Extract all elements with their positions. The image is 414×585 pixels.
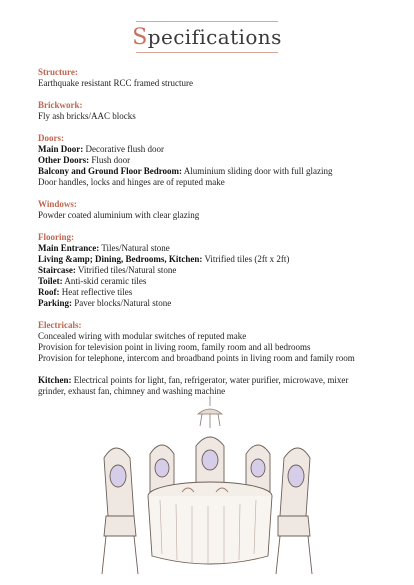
spec-line-main-entrance: [38, 243, 383, 254]
specifications-list: [38, 67, 383, 408]
spec-label: Main Door:: [38, 144, 84, 154]
section-heading: Kitchen:: [38, 375, 72, 385]
page-title: [0, 25, 414, 50]
spec-value: Flush door: [89, 155, 131, 165]
spec-line-parking: [38, 298, 383, 309]
spec-line-balcony: [38, 166, 383, 177]
section-doors: [38, 133, 383, 188]
spec-line: grinder, exhaust fan, chimney and washing machine: [38, 386, 226, 396]
spec-label: Toilet:: [38, 276, 63, 286]
spec-value: Decorative flush door: [83, 144, 164, 154]
dining-table-icon: [148, 482, 272, 564]
chandelier-icon: [198, 396, 222, 428]
dining-set-illustration: [90, 396, 324, 578]
chair-front-left-icon: [102, 448, 138, 574]
section-heading: Flooring:: [38, 232, 74, 242]
section-structure: [38, 67, 383, 89]
spec-value: Aluminium sliding door with full glazing: [182, 166, 333, 176]
section-heading: Structure:: [38, 67, 78, 77]
spec-line-kitchen: [38, 375, 383, 386]
spec-value: Paver blocks/Natural stone: [72, 298, 172, 308]
spec-label: Living &amp; Dining, Bedrooms, Kitchen:: [38, 254, 203, 264]
spec-label: Parking:: [38, 298, 73, 308]
spec-value: Vitrified tiles (2ft x 2ft): [202, 254, 290, 264]
spec-line-living: [38, 254, 383, 265]
spec-line-staircase: [38, 265, 383, 276]
page-title-rest: pecifications: [147, 25, 282, 49]
spec-value: Tiles/Natural stone: [99, 243, 170, 253]
spec-label: Other Doors:: [38, 155, 90, 165]
spec-line: Earthquake resistant RCC framed structure: [38, 78, 193, 88]
spec-line: Powder coated aluminium with clear glazing: [38, 210, 200, 220]
title-rule-top: [136, 21, 278, 22]
spec-label: Main Entrance:: [38, 243, 100, 253]
spec-line-toilet: [38, 276, 383, 287]
section-heading: Doors:: [38, 133, 64, 143]
spec-line-main-door: [38, 144, 383, 155]
spec-label: Roof:: [38, 287, 60, 297]
spec-value: Vitrified tiles/Natural stone: [75, 265, 177, 275]
section-heading: Brickwork:: [38, 100, 83, 110]
chair-front-right-icon: [276, 448, 312, 574]
spec-line: Provision for telephone, intercom and broadband points in living room and family room: [38, 353, 355, 363]
spec-label: Balcony and Ground Floor Bedroom:: [38, 166, 183, 176]
spec-value: Anti-skid ceramic tiles: [62, 276, 147, 286]
section-heading: Electricals:: [38, 320, 82, 330]
section-flooring: [38, 232, 383, 309]
section-brickwork: [38, 100, 383, 122]
spec-line-roof: [38, 287, 383, 298]
chair-back-center-icon: [196, 437, 224, 484]
title-rule-bottom: [136, 52, 278, 53]
page-title-initial: S: [132, 25, 148, 50]
section-electricals: [38, 320, 383, 364]
spec-label: Staircase:: [38, 265, 76, 275]
spec-line-hardware: Door handles, locks and hinges are of reputed make: [38, 177, 225, 187]
section-kitchen: [38, 375, 383, 397]
spec-line: Concealed wiring with modular switches of reputed make: [38, 331, 247, 341]
spec-line: Fly ash bricks/AAC blocks: [38, 111, 136, 121]
section-heading: Windows:: [38, 199, 77, 209]
spec-line-other-doors: [38, 155, 383, 166]
spec-value: Electrical points for light, fan, refrigerator, water purifier, microwave, mixer: [71, 375, 349, 385]
spec-line: Provision for television point in living room, family room and all bedrooms: [38, 342, 311, 352]
section-windows: [38, 199, 383, 221]
spec-value: Heat reflective tiles: [59, 287, 133, 297]
